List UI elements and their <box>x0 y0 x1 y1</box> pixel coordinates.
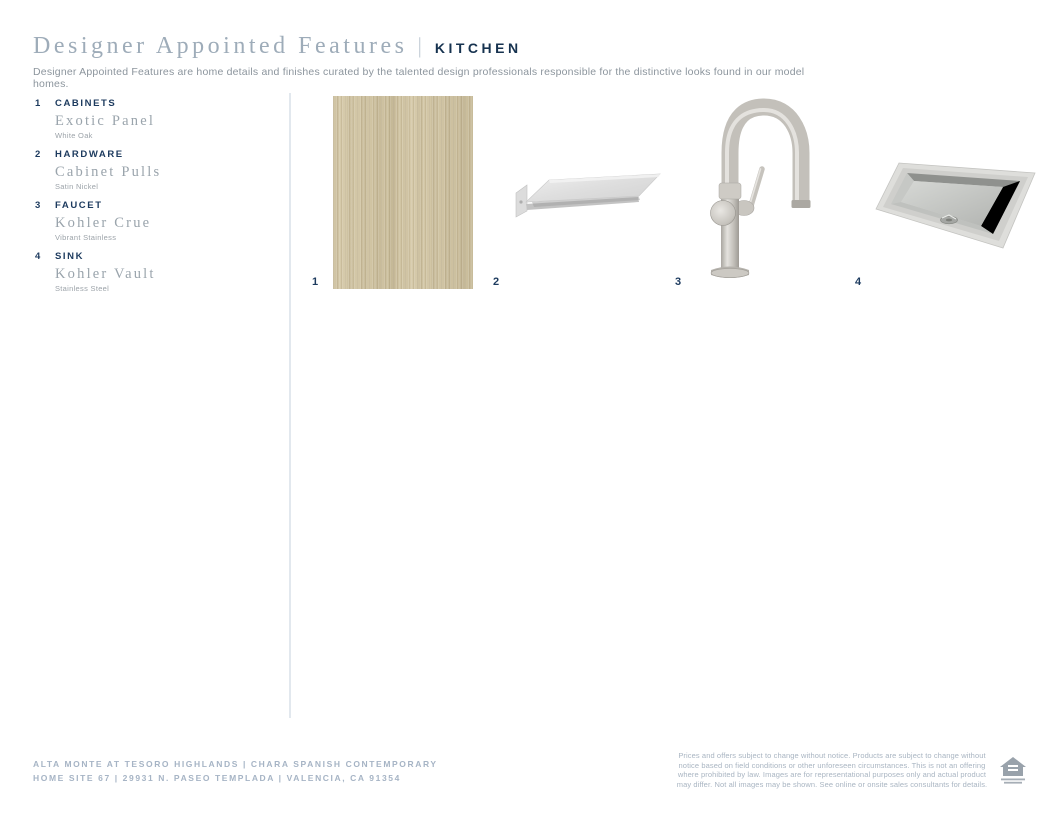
feature-name: Kohler Vault <box>55 266 156 282</box>
feature-detail: White Oak <box>55 131 93 140</box>
feature-item-faucet <box>35 200 275 251</box>
white-oak-panel-swatch-image <box>333 96 473 289</box>
community-line: ALTA MONTE AT TESORO HIGHLANDS | CHARA SPANISH CONTEMPORARY <box>33 759 438 769</box>
footer-project-info <box>33 757 438 785</box>
feature-name: Cabinet Pulls <box>55 164 162 180</box>
address-line: HOME SITE 67 | 29931 N. PASEO TEMPLADA | VALENCIA, CA 91354 <box>33 773 401 783</box>
feature-detail: Stainless Steel <box>55 284 110 293</box>
feature-list <box>35 98 275 302</box>
gallery-number-3: 3 <box>675 276 682 288</box>
feature-name: Kohler Crue <box>55 215 152 231</box>
feature-item-cabinets <box>35 98 275 149</box>
vertical-divider <box>289 93 291 718</box>
feature-category: CABINETS <box>55 98 117 109</box>
feature-category: FAUCET <box>55 200 103 211</box>
page-category: KITCHEN <box>434 40 522 56</box>
title-separator: | <box>417 33 422 58</box>
sink-image <box>862 157 1040 252</box>
feature-category: HARDWARE <box>55 149 124 160</box>
feature-number: 2 <box>35 149 42 160</box>
page-title <box>33 33 522 60</box>
feature-item-hardware <box>35 149 275 200</box>
cabinet-pull-image <box>512 171 664 221</box>
feature-name: Exotic Panel <box>55 113 156 129</box>
page-subtitle: Designer Appointed Features are home details and finishes curated by the talented design professionals responsible for the distinctive looks found in our model homes. <box>33 66 805 90</box>
feature-detail: Vibrant Stainless <box>55 233 117 242</box>
feature-number: 4 <box>35 251 42 262</box>
gallery-number-4: 4 <box>855 276 862 288</box>
equal-housing-opportunity-icon <box>999 756 1027 786</box>
faucet-image <box>698 97 823 283</box>
feature-category: SINK <box>55 251 85 262</box>
feature-number: 1 <box>35 98 42 109</box>
disclaimer: Prices and offers subject to change without notice. Products are subject to change without notice based on field conditions or other unforeseen circumstances. This is not an offering where prohibited by law. Images are for representational purposes only and actual product may differ. Not all images may be shown. See online or onsite sales consultants for details. <box>676 751 988 789</box>
page-title-text: Designer Appointed Features <box>33 33 408 59</box>
feature-detail: Satin Nickel <box>55 182 99 191</box>
feature-item-sink <box>35 251 275 302</box>
feature-number: 3 <box>35 200 42 211</box>
gallery-number-1: 1 <box>312 276 319 288</box>
gallery-number-2: 2 <box>493 276 500 288</box>
